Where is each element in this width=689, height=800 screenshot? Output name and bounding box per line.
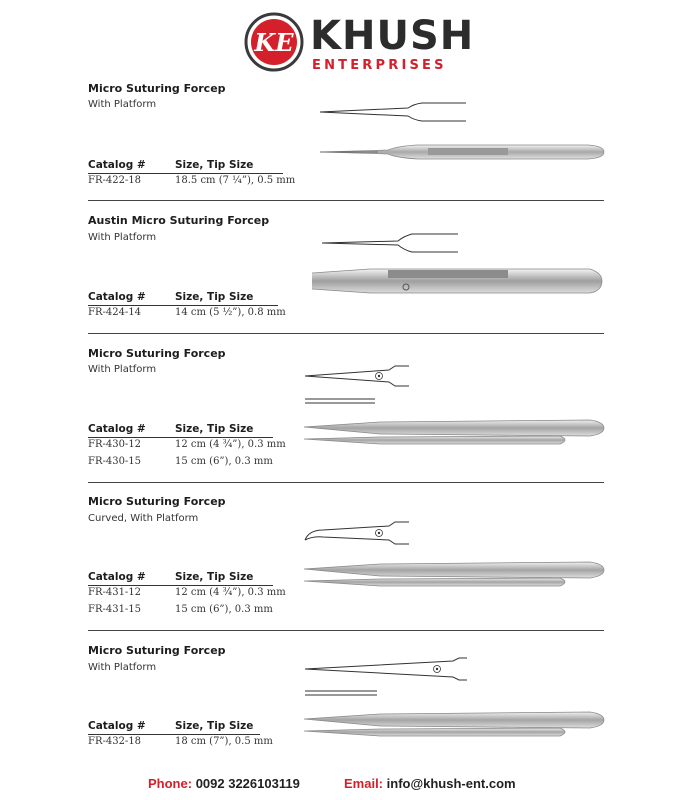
catalog-cell: FR-431-12 (88, 587, 142, 598)
product-subtitle: Curved, With Platform (88, 513, 199, 524)
product-subtitle: With Platform (88, 99, 157, 110)
size-cell: 12 cm (4 ¾”), 0.3 mm (175, 587, 286, 598)
size-header: Size, Tip Size (175, 159, 254, 171)
size-cell: 18 cm (7”), 0.5 mm (175, 736, 273, 747)
footer-email (344, 776, 516, 791)
tip-side-drawing (303, 688, 381, 698)
catalog-cell: FR-432-18 (88, 736, 142, 747)
header-rule (88, 173, 283, 174)
size-cell: 18.5 cm (7 ¼”), 0.5 mm (175, 175, 296, 186)
section-divider (88, 630, 604, 631)
section-divider (88, 482, 604, 483)
product-title: Micro Suturing Forcep (88, 644, 226, 657)
size-header: Size, Tip Size (175, 291, 254, 303)
section-divider (88, 200, 604, 201)
catalog-header: Catalog # (88, 159, 146, 171)
size-cell: 15 cm (6”), 0.3 mm (175, 456, 273, 467)
tip-side-drawing (303, 396, 378, 406)
product-title: Micro Suturing Forcep (88, 347, 226, 360)
size-cell: 14 cm (5 ½”), 0.8 mm (175, 307, 286, 318)
size-header: Size, Tip Size (175, 720, 254, 732)
forcep-image (310, 263, 606, 299)
header-rule (88, 734, 260, 735)
product-title: Austin Micro Suturing Forcep (88, 214, 270, 227)
catalog-header: Catalog # (88, 571, 146, 583)
section-divider (88, 333, 604, 334)
tip-outline-drawing (318, 100, 468, 124)
brand-name: KHUSH (310, 13, 475, 59)
email-label: Email: (344, 776, 384, 791)
header-rule (88, 305, 278, 306)
email-link[interactable]: info@khush-ent.com (386, 776, 516, 791)
tip-outline-drawing (303, 364, 413, 388)
catalog-cell: FR-430-12 (88, 439, 142, 450)
size-header: Size, Tip Size (175, 571, 254, 583)
catalog-cell: FR-430-15 (88, 456, 142, 467)
footer-phone (148, 776, 300, 791)
phone-number[interactable]: 0092 3226103119 (195, 776, 300, 791)
forcep-image (318, 140, 608, 168)
catalog-cell: FR-424-14 (88, 307, 142, 318)
forcep-image (300, 556, 608, 590)
size-cell: 15 cm (6”), 0.3 mm (175, 604, 273, 615)
brand-tagline: ENTERPRISES (312, 58, 447, 73)
phone-label: Phone: (148, 776, 193, 791)
logo-badge-text: KE (254, 28, 294, 57)
tip-outline-drawing (303, 520, 413, 546)
forcep-image (300, 706, 608, 740)
catalog-header: Catalog # (88, 423, 146, 435)
catalog-header: Catalog # (88, 720, 146, 732)
product-subtitle: With Platform (88, 364, 157, 375)
brand-logo (244, 12, 475, 78)
catalog-cell: FR-422-18 (88, 175, 142, 186)
forcep-image (300, 414, 608, 448)
product-title: Micro Suturing Forcep (88, 82, 226, 95)
header-rule (88, 585, 273, 586)
product-title: Micro Suturing Forcep (88, 495, 226, 508)
product-subtitle: With Platform (88, 662, 157, 673)
logo-badge-icon (244, 12, 304, 72)
product-subtitle: With Platform (88, 232, 157, 243)
tip-outline-drawing (303, 656, 469, 682)
tip-outline-drawing (320, 232, 460, 254)
catalog-header: Catalog # (88, 291, 146, 303)
size-cell: 12 cm (4 ¾”), 0.3 mm (175, 439, 286, 450)
catalog-cell: FR-431-15 (88, 604, 142, 615)
size-header: Size, Tip Size (175, 423, 254, 435)
header-rule (88, 437, 273, 438)
